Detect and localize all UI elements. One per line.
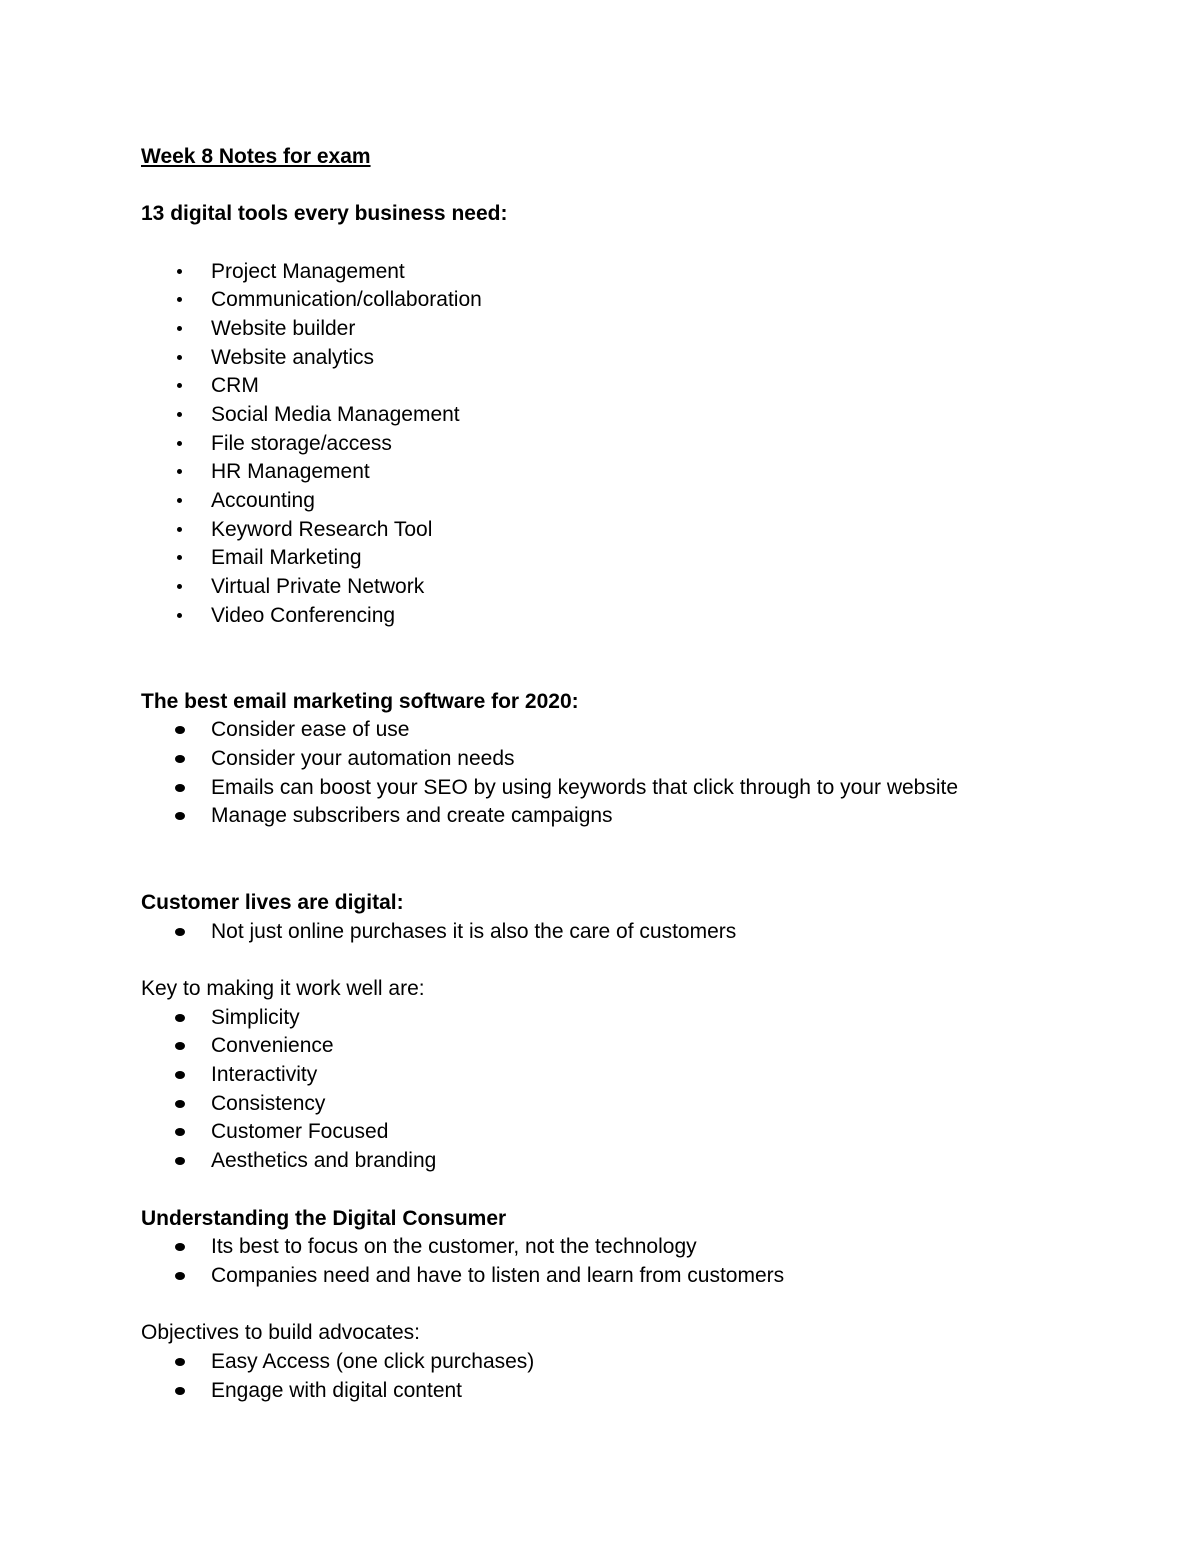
bullet-icon	[177, 383, 182, 388]
bullet-icon	[177, 555, 182, 560]
list-item: Communication/collaboration	[211, 288, 482, 311]
list-item: Aesthetics and branding	[211, 1149, 437, 1172]
list-item: Email Marketing	[211, 546, 362, 569]
list-item: Project Management	[211, 260, 405, 283]
list-item: Manage subscribers and create campaigns	[211, 804, 613, 827]
list-item: Simplicity	[211, 1006, 300, 1029]
bullet-icon	[175, 1100, 185, 1108]
email-heading: The best email marketing software for 2020:	[141, 690, 579, 713]
list-item: Consistency	[211, 1092, 326, 1115]
bullet-icon	[177, 613, 182, 618]
bullet-icon	[175, 1042, 185, 1050]
bullet-icon	[175, 1358, 185, 1366]
bullet-icon	[177, 269, 182, 274]
bullet-icon	[177, 441, 182, 446]
bullet-icon	[175, 1071, 185, 1079]
bullet-icon	[175, 928, 185, 936]
bullet-icon	[177, 412, 182, 417]
list-item: Virtual Private Network	[211, 575, 425, 598]
bullet-icon	[177, 584, 182, 589]
page-title: Week 8 Notes for exam	[141, 145, 371, 168]
list-item: Not just online purchases it is also the care of customers	[211, 920, 737, 943]
list-item: Convenience	[211, 1034, 334, 1057]
objectives-heading: Objectives to build advocates:	[141, 1321, 420, 1344]
list-item: Website analytics	[211, 346, 375, 369]
tools-heading: 13 digital tools every business need:	[141, 202, 508, 225]
bullet-icon	[175, 1272, 185, 1280]
list-item: Consider your automation needs	[211, 747, 515, 770]
list-item: Social Media Management	[211, 403, 460, 426]
customer-lives-heading: Customer lives are digital:	[141, 891, 404, 914]
list-item: Website builder	[211, 317, 356, 340]
list-item: Easy Access (one click purchases)	[211, 1350, 535, 1373]
list-item: Interactivity	[211, 1063, 318, 1086]
bullet-icon	[175, 1014, 185, 1022]
bullet-icon	[175, 755, 185, 763]
list-item: Consider ease of use	[211, 718, 410, 741]
list-item: HR Management	[211, 460, 370, 483]
list-item: Video Conferencing	[211, 604, 396, 627]
bullet-icon	[177, 527, 182, 532]
bullet-icon	[177, 355, 182, 360]
consumer-heading: Understanding the Digital Consumer	[141, 1207, 507, 1230]
bullet-icon	[177, 469, 182, 474]
list-item: Keyword Research Tool	[211, 518, 433, 541]
list-item: Its best to focus on the customer, not the technology	[211, 1235, 697, 1258]
bullet-icon	[175, 1243, 185, 1251]
key-heading: Key to making it work well are:	[141, 977, 425, 1000]
bullet-icon	[175, 726, 185, 734]
list-item: CRM	[211, 374, 259, 397]
bullet-icon	[175, 1128, 185, 1136]
bullet-icon	[177, 326, 182, 331]
bullet-icon	[175, 1157, 185, 1165]
bullet-icon	[175, 1387, 185, 1395]
list-item: Accounting	[211, 489, 315, 512]
bullet-icon	[177, 297, 182, 302]
bullet-icon	[175, 784, 185, 792]
list-item: Engage with digital content	[211, 1379, 463, 1402]
bullet-icon	[175, 812, 185, 820]
list-item: File storage/access	[211, 432, 392, 455]
list-item: Customer Focused	[211, 1120, 389, 1143]
list-item: Emails can boost your SEO by using keywords that click through to your website	[211, 776, 959, 799]
list-item: Companies need and have to listen and learn from customers	[211, 1264, 785, 1287]
bullet-icon	[177, 498, 182, 503]
